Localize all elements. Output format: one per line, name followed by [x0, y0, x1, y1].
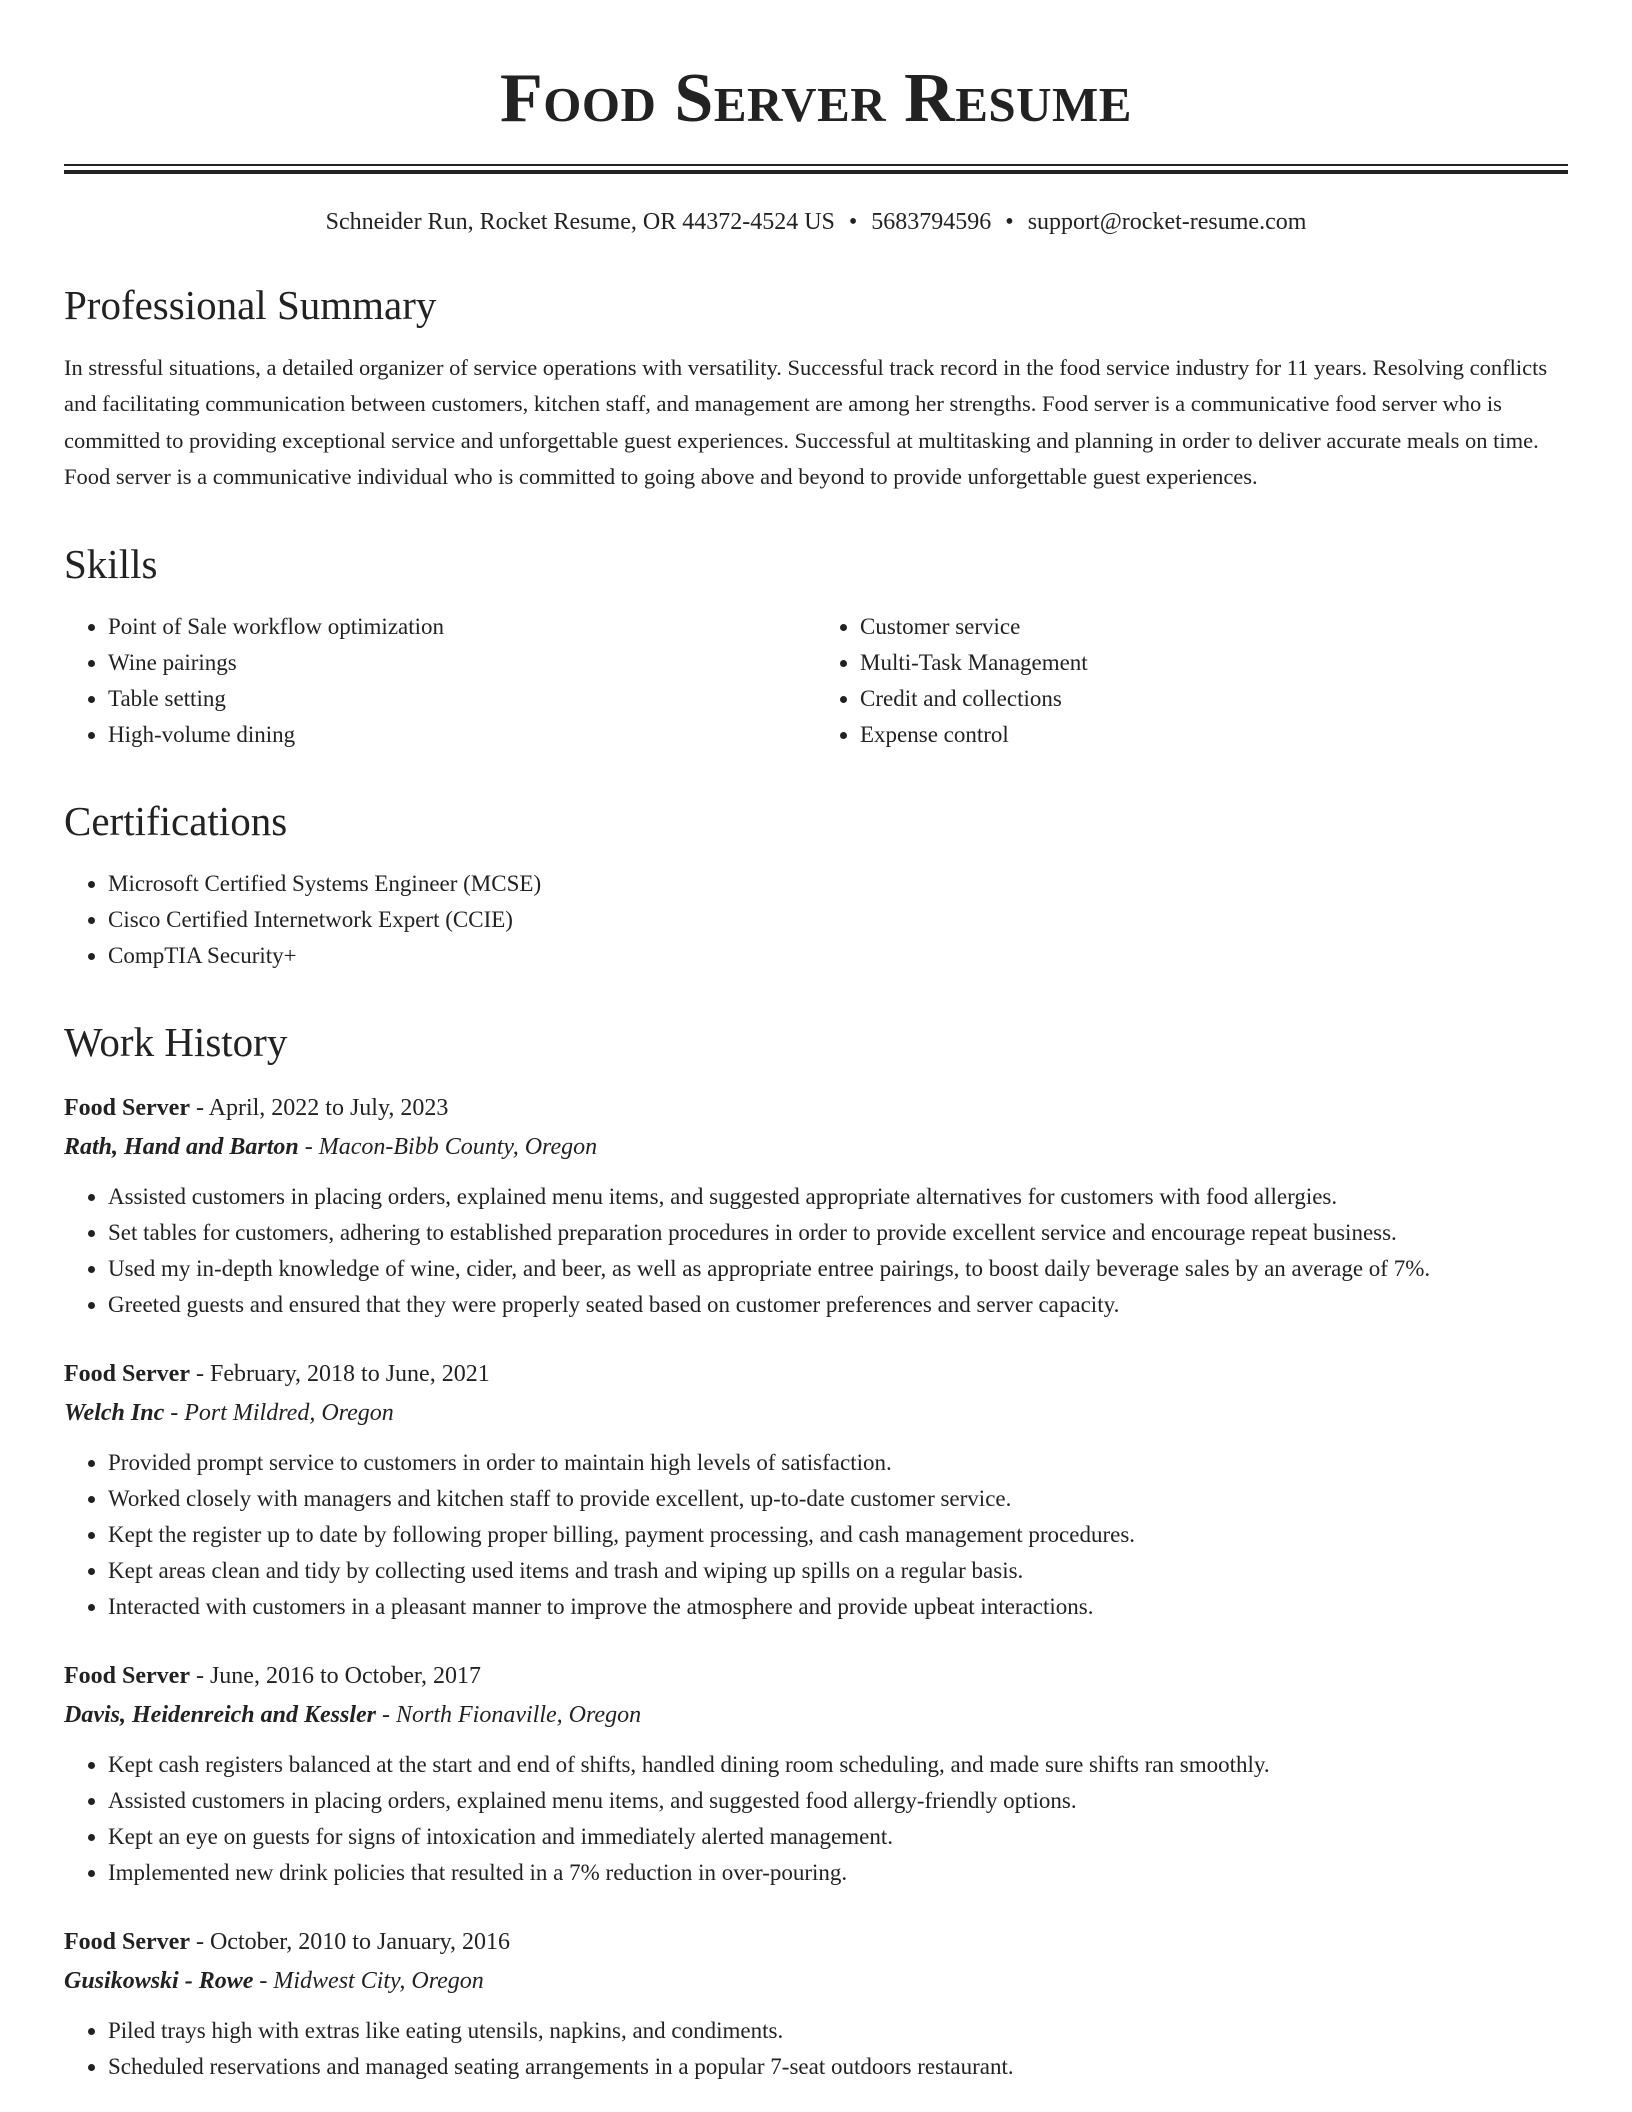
job-company-line: Rath, Hand and Barton - Macon-Bibb County, Oregon — [64, 1133, 598, 1160]
skill-item: • Wine pairings — [108, 645, 816, 681]
duty-item: • Worked closely with managers and kitchen staff to provide excellent, up-to-date customer service. — [108, 1481, 1568, 1517]
job-company: Gusikowski - Rowe — [64, 1967, 254, 1994]
skill-item: • Table setting — [108, 681, 816, 717]
duty-item: • Scheduled reservations and managed seating arrangements in a popular 7-seat outdoors restaurant. — [108, 2049, 1568, 2085]
job-role: Food Server — [64, 1662, 190, 1689]
certifications-list — [64, 866, 1568, 974]
duty-item: • Greeted guests and ensured that they were properly seated based on customer preferences and server capacity. — [108, 1287, 1568, 1323]
summary-heading: Professional Summary — [64, 281, 437, 328]
duty-item: • Kept an eye on guests for signs of intoxication and immediately alerted management. — [108, 1819, 1568, 1855]
duty-item: • Kept cash registers balanced at the start and end of shifts, handled dining room scheduling, and made sure shifts ran smoothly. — [108, 1747, 1568, 1783]
job-dates: February, 2018 to June, 2021 — [209, 1360, 490, 1387]
skill-item: • Expense control — [860, 717, 1568, 753]
skill-item: • Multi-Task Management — [860, 645, 1568, 681]
job-location: North Fionaville, Oregon — [396, 1701, 642, 1728]
job-role: Food Server — [64, 1094, 190, 1121]
contact-separator: • — [848, 209, 858, 235]
duty-item: • Interacted with customers in a pleasant manner to improve the atmosphere and provide upbeat interactions. — [108, 1589, 1568, 1625]
skills-list — [64, 609, 1568, 753]
certification-item: • CompTIA Security+ — [108, 938, 1568, 974]
contact-email[interactable]: support@rocket-resume.com — [1027, 209, 1307, 235]
duty-item: • Used my in-depth knowledge of wine, cider, and beer, as well as appropriate entree pairings, to boost daily beverage sales by an average of 7%. — [108, 1251, 1568, 1287]
job-entry — [64, 1657, 1568, 1891]
job-entry — [64, 1355, 1568, 1625]
job-duties — [64, 2013, 1568, 2085]
job-company: Davis, Heidenreich and Kessler — [64, 1701, 376, 1728]
contact-phone: 5683794596 — [871, 209, 992, 235]
job-dates: October, 2010 to January, 2016 — [209, 1928, 511, 1955]
certification-item: • Microsoft Certified Systems Engineer (MCSE) — [108, 866, 1568, 902]
title-double-rule — [64, 164, 1568, 174]
contact-line — [64, 208, 1568, 237]
job-dates: June, 2016 to October, 2017 — [209, 1662, 481, 1689]
skill-item: • Customer service — [860, 609, 1568, 645]
resume-title: Food Server Resume — [500, 60, 1132, 137]
certification-item: • Cisco Certified Internetwork Expert (CCIE) — [108, 902, 1568, 938]
summary-text: In stressful situations, a detailed organizer of service operations with versatility. Successful track record in the food service industry for 11 years. Resolving conflicts and facilitating communication between customers, kitchen staff, and management are among her strengths. Food server is a communicative food server who is committed to providing exceptional service and unforgettable guest experiences. Successful at multitasking and planning in order to deliver accurate meals on time. Food server is a communicative individual who is committed to going above and beyond to provide unforgettable guest experiences. — [64, 354, 1548, 490]
job-entry — [64, 1089, 1568, 1323]
duty-item: • Kept the register up to date by following proper billing, payment processing, and cash management procedures. — [108, 1517, 1568, 1553]
duty-item: • Implemented new drink policies that resulted in a 7% reduction in over-pouring. — [108, 1855, 1568, 1891]
work-history-heading: Work History — [64, 1018, 288, 1065]
job-dates: April, 2022 to July, 2023 — [208, 1094, 449, 1121]
job-duties — [64, 1747, 1568, 1891]
duty-item: • Provided prompt service to customers in order to maintain high levels of satisfaction. — [108, 1445, 1568, 1481]
contact-separator: • — [1005, 209, 1014, 235]
skills-column-right — [816, 609, 1568, 753]
certifications-heading: Certifications — [64, 797, 288, 844]
job-location: Macon-Bibb County, Oregon — [318, 1133, 598, 1160]
job-company: Welch Inc — [64, 1399, 165, 1426]
job-entry — [64, 1923, 1568, 2085]
job-company-line: Davis, Heidenreich and Kessler - North Fionaville, Oregon — [64, 1701, 642, 1728]
job-duties — [64, 1179, 1568, 1323]
duty-item: • Assisted customers in placing orders, explained menu items, and suggested food allergy-friendly options. — [108, 1783, 1568, 1819]
job-title-line: Food Server - October, 2010 to January, 2016 — [64, 1928, 511, 1955]
job-role: Food Server — [64, 1360, 190, 1387]
job-title-line: Food Server - April, 2022 to July, 2023 — [64, 1094, 449, 1121]
job-company: Rath, Hand and Barton — [64, 1133, 299, 1160]
skill-item: • High-volume dining — [108, 717, 816, 753]
duty-item: • Kept areas clean and tidy by collecting used items and trash and wiping up spills on a regular basis. — [108, 1553, 1568, 1589]
job-title-line: Food Server - June, 2016 to October, 2017 — [64, 1662, 481, 1689]
skill-item: • Credit and collections — [860, 681, 1568, 717]
job-location: Port Mildred, Oregon — [184, 1399, 394, 1426]
skill-item: • Point of Sale workflow optimization — [108, 609, 816, 645]
job-company-line: Gusikowski - Rowe - Midwest City, Oregon — [64, 1967, 484, 1994]
job-duties — [64, 1445, 1568, 1625]
skills-column-left — [64, 609, 816, 753]
skills-heading: Skills — [64, 540, 158, 587]
job-location: Midwest City, Oregon — [273, 1967, 484, 1994]
contact-address: Schneider Run, Rocket Resume, OR 44372-4524 US — [325, 209, 835, 235]
duty-item: • Set tables for customers, adhering to established preparation procedures in order to provide excellent service and encourage repeat business. — [108, 1215, 1568, 1251]
duty-item: • Piled trays high with extras like eating utensils, napkins, and condiments. — [108, 2013, 1568, 2049]
job-title-line: Food Server - February, 2018 to June, 2021 — [64, 1360, 490, 1387]
job-company-line: Welch Inc - Port Mildred, Oregon — [64, 1399, 394, 1426]
duty-item: • Assisted customers in placing orders, explained menu items, and suggested appropriate alternatives for customers with food allergies. — [108, 1179, 1568, 1215]
job-role: Food Server — [64, 1928, 190, 1955]
